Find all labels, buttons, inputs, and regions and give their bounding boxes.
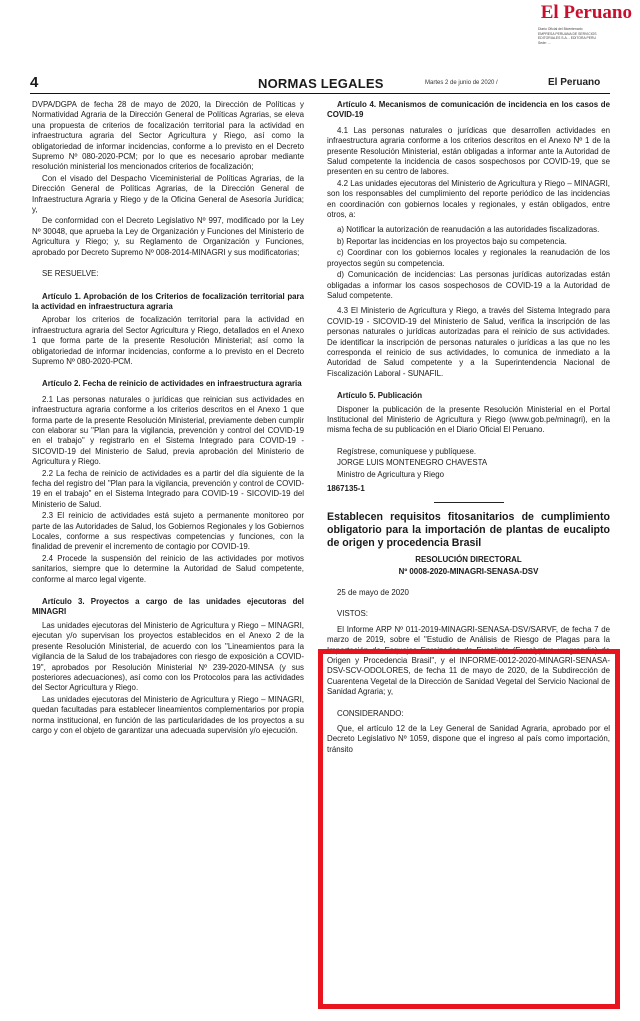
- paragraph: 2.3 El reinicio de actividades está sujeto a permanente monitoreo por parte de las Autoridades de Salud, los Gobiernos Regionales y los Gobiernos Locales, conforme a sus respectivas competencias y funciones, con la finalidad de prevenir el incremento de contagio por COVID-19.: [32, 511, 304, 552]
- list-item: c) Coordinar con los gobiernos locales y regionales la reanudación de los proyectos según su competencia.: [327, 248, 610, 268]
- paragraph: Disponer la publicación de la presente Resolución Ministerial en el Portal Institucional del Ministerio de Agricultura y Riego (www.gob.pe/minagri), en la misma fecha de su publicación en el Diario Oficial El Peruano.: [327, 404, 610, 435]
- article-1-title: Artículo 1. Aprobación de los Criterios de focalización territorial para la actividad en infraestructura agraria: [32, 291, 304, 311]
- list-item: d) Comunicación de incidencias: Las personas jurídicas autorizadas están obligadas a informar los casos sospechosos de COVID-19 a la Autoridad de Salud competente.: [327, 270, 610, 300]
- signer-name: JORGE LUIS MONTENEGRO CHAVESTA: [337, 458, 488, 468]
- fine-print-line: Sede: ...: [538, 40, 551, 45]
- paragraph: Las unidades ejecutoras del Ministerio de Agricultura y Riego – MINAGRI, quedan facultadas para establecer lineamientos complementarios por propia norma institucional, en función de las particularidades de los proyectos a su cargo y con el objeto de garantizar una adecuada supervisión y/o ejecución.: [32, 694, 304, 735]
- paragraph: De conformidad con el Decreto Legislativo Nº 997, modificado por la Ley Nº 30048, que aprueba la Ley de Organización y Funciones del Ministerio de Agricultura y Riego; y, su Reglamento de Organización y Funciones, aprobado por Decreto Supremo Nº 008-2014-MINAGRI y sus modificatorias;: [32, 216, 304, 257]
- section-divider: [434, 502, 504, 503]
- resolution-number: Nº 0008-2020-MINAGRI-SENASA-DSV: [398, 566, 539, 576]
- newspaper-logo: El Peruano: [540, 2, 632, 23]
- paragraph: Con el visado del Despacho Viceministerial de Políticas Agrarias, de la Dirección General de Políticas Agrarias, de la Dirección General de Infraestructura Agraria y Riego y de la Oficina General de Asesoría Jurídica; y,: [32, 173, 304, 215]
- resolves-label: SE RESUELVE:: [42, 269, 99, 279]
- resolution-date: 25 de mayo de 2020: [337, 588, 409, 597]
- fine-print-line: EDITORIALES S.A. - EDITORA PERU: [538, 36, 596, 41]
- article-3-title: Artículo 3. Proyectos a cargo de las unidades ejecutoras del MINAGRI: [32, 597, 304, 617]
- left-column: [32, 100, 304, 737]
- paragraph: DVPA/DGPA de fecha 28 de mayo de 2020, la Dirección de Políticas y Normatividad Agraria de la Dirección General de Políticas Agrarias, se eleva una propuesta de criterios de focalización territorial para la actividad en infraestructura agraria del Sector Agricultura y Riego, así como la obligatoriedad de informar incidencias, conforme a lo previsto en el Decreto Supremo Nº 080-2020-PCM; por lo que es necesario aprobar mediante resolución ministerial los mencionados criterios de focalización;: [32, 100, 304, 172]
- paragraph: 2.1 Las personas naturales o jurídicas que reinician sus actividades en infraestructura agraria conforme a los criterios descritos en el Anexo 1 que forma parte de la presente Resolución Ministerial, previamente deben cumplir con elaborar su "Plan para la vigilancia, prevención y control del COVID-19 en el trabajo" y registrarlo en el Sistema Integrado para COVID-19 - SICOVID-19 del Ministerio de Salud, previa aprobación del Ministerio de Agricultura y Riego.: [32, 394, 304, 467]
- paragraph: 4.1 Las personas naturales o jurídicas que desarrollen actividades en infraestructura agraria conforme a los criterios descritos en el Anexo Nº 1 de la presente Resolución Ministerial, están obligadas a informar ante la Autoridad de Salud competente la incidencia de casos sospechosos por COVID-19, que se presenten en su centro de labores.: [327, 125, 610, 177]
- right-column: [327, 100, 610, 756]
- resolution-type: RESOLUCIÓN DIRECTORAL: [415, 555, 522, 565]
- paragraph: Que, el artículo 12 de la Ley General de Sanidad Agraria, aprobado por el Decreto Legislativo Nº 1059, dispone que el ingreso al país como importación, tránsito: [327, 724, 610, 754]
- article-5-title: Artículo 5. Publicación: [337, 391, 423, 401]
- page-number: 4: [30, 74, 39, 91]
- paragraph: 2.2 La fecha de reinicio de actividades es a partir del día siguiente de la fecha del registro del "Plan para la vigilancia, prevención y control de COVID-19 en el trabajo" en el Sistema Integrado para COVID-19 - SICOVID-19 del Ministerio de Salud.: [32, 468, 304, 509]
- signer-title: Ministro de Agricultura y Riego: [337, 469, 445, 479]
- vistos-label: VISTOS:: [337, 609, 368, 619]
- list-item: a) Notificar la autorización de reanudación a las autoridades fiscalizadoras.: [337, 225, 600, 235]
- list-item: b) Reportar las incidencias en los proyectos bajo su competencia.: [337, 236, 567, 246]
- masthead-fine-print: [538, 27, 630, 45]
- paragraph: 4.2 Las unidades ejecutoras del Ministerio de Agricultura y Riego – MINAGRI, son los responsables del cumplimiento del reporte periódico de las incidencias en coordinación con gobiernos locales y regionales, y están obligados, entre otros, a:: [327, 178, 610, 220]
- paragraph: 4.3 El Ministerio de Agricultura y Riego, a través del Sistema Integrado para COVID-19 - SICOVID-19 del Ministerio de Salud, verifica la inscripción de las personas naturales o jurídicas autorizadas para el reinicio de sus actividades. De identificar la inscripción de personas naturales o jurídicas a las que no les corresponda el reinicio de sus actividades, lo comunica de inmediato a la Autoridad de Salud competente y a la Superintendencia Nacional de Fiscalización Laboral - SUNAFIL.: [327, 306, 610, 378]
- paragraph: Las unidades ejecutoras del Ministerio de Agricultura y Riego – MINAGRI, ejecutan y/o supervisan los proyectos establecidos en el Anexo 2 de la presente Resolución Ministerial, de acuerdo con los "Lineamientos para la vigilancia de la Salud de los trabajadores con riesgo de exposición a COVID-19", aprobados por Resolución Ministerial Nº 239-2020-MINSA (y sus posteriores adecuaciones), así como con los Protocolos para las actividades del Sector Agricultura y Riego.: [32, 620, 304, 693]
- article-4-title: Artículo 4. Mecanismos de comunicación de incidencia en los casos de COVID-19: [327, 100, 610, 120]
- header-rule: [30, 93, 610, 94]
- paragraph: 2.4 Procede la suspensión del reinicio de las actividades por motivos sanitarios, siempre que lo determine la Autoridad de Salud competente, conforme al marco legal vigente.: [32, 553, 304, 584]
- closing-formula: Regístrese, comuníquese y publíquese.: [337, 446, 477, 456]
- considerando-label: CONSIDERANDO:: [337, 708, 404, 718]
- issue-brand: El Peruano: [548, 77, 601, 88]
- document-title: Establecen requisitos fitosanitarios de cumplimiento obligatorio para la importación de plantas de eucalipto de origen y procedencia Brasil: [327, 511, 610, 549]
- article-2-title: Artículo 2. Fecha de reinicio de actividades en infraestructura agraria: [42, 379, 302, 389]
- paragraph: Aprobar los criterios de focalización territorial para la actividad en infraestructura agraria del Sector Agricultura y Riego, detallados en el Anexo 1 que forma parte de la presente Resolución Ministerial; así como la obligatoriedad de informar incidencias, conforme a lo previsto en el Decreto Supremo Nº 080-2020-PCM.: [32, 315, 304, 366]
- fine-print-line: EMPRESA PERUANA DE SERVICIOS: [538, 31, 597, 36]
- issue-date: Martes 2 de junio de 2020 /: [425, 80, 498, 86]
- publication-code: 1867135-1: [327, 484, 365, 493]
- fine-print-line: Diario Oficial del Bicentenario: [538, 27, 583, 31]
- section-title: NORMAS LEGALES: [258, 76, 384, 91]
- paragraph: El Informe ARP Nº 011-2019-MINAGRI-SENASA-DSV/SARVF, de fecha 7 de marzo de 2019, sobre el "Estudio de Análisis de Riesgo de Plagas para la Importación de Esquejes Enraizados de Eucalipto (Eucalyptus urograndis) de Origen y Procedencia Brasil", y el INFORME-0012-2020-MINAGRI-SENASA-DSV-SCV-ODOLORES, de fecha 11 de mayo de 2020, de la Subdirección de Cuarentena Vegetal de la Dirección de Sanidad Vegetal del Servicio Nacional de Sanidad Agraria; y,: [327, 624, 610, 697]
